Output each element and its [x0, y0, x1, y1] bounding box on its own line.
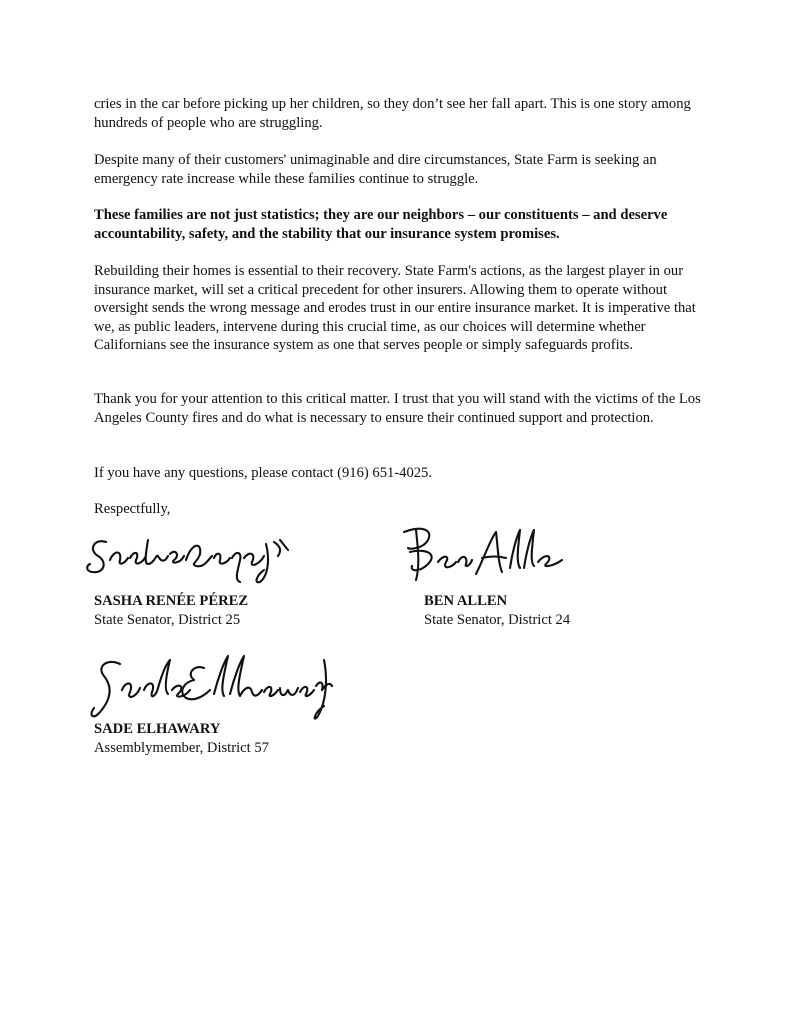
paragraph-contact: If you have any questions, please contact (916) 651-4025.: [94, 465, 432, 481]
paragraph-thanks: Thank you for your attention to this critical matter. I trust that you will stand with the victims of the Los Angeles County fires and do what is necessary to ensure their continued support and protection.: [94, 391, 701, 426]
signature-allen: [398, 518, 568, 588]
signatory-elhawary: [94, 720, 269, 757]
paragraph-emphasis: These families are not just statistics; they are our neighbors – our constituents – and deserve accountability, safety, and the stability that our insurance system promises.: [94, 207, 668, 242]
paragraph-story: cries in the car before picking up her children, so they don’t see her fall apart. This is one story among hundreds of people who are struggling.: [94, 96, 691, 131]
signatory-title: Assemblymember, District 57: [94, 739, 269, 756]
signatory-perez: [94, 592, 248, 629]
signatory-name: SASHA RENÉE PÉREZ: [94, 593, 249, 609]
paragraph-rate-increase: Despite many of their customers' unimaginable and dire circumstances, State Farm is seeking an emergency rate increase while these families continue to struggle.: [94, 152, 657, 187]
signatory-allen: [424, 592, 570, 629]
signature-perez: [84, 520, 299, 588]
signatory-name: SADE ELHAWARY: [94, 721, 221, 737]
paragraph-rebuilding: Rebuilding their homes is essential to their recovery. State Farm's actions, as the largest player in our insurance market, will set a critical precedent for other insurers. Allowing them to operate without oversight sends the wrong message and erodes trust in our entire insurance market. It is imperative that we, as public leaders, intervene during this crucial time, as our choices will determine whether Californians see the insurance system as one that serves people or simply safeguards profits.: [94, 263, 696, 354]
signatory-name: BEN ALLEN: [424, 593, 508, 609]
closing-salutation: Respectfully,: [94, 501, 171, 517]
signatory-title: State Senator, District 24: [424, 611, 571, 628]
signatory-title: State Senator, District 25: [94, 611, 241, 628]
